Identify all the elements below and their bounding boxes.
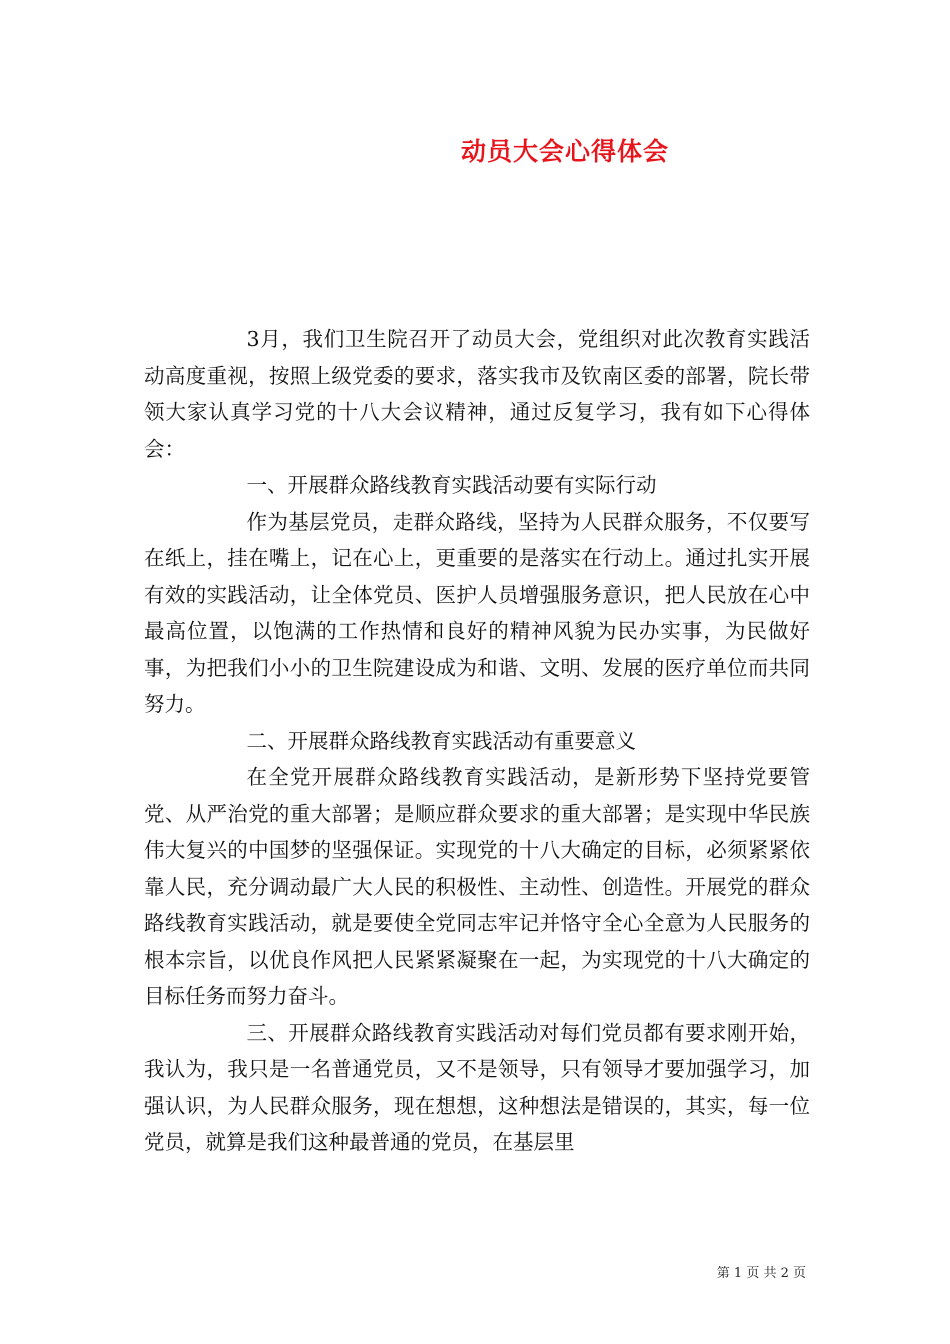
paragraph-section-2: 在全党开展群众路线教育实践活动，是新形势下坚持党要管党、从严治党的重大部署；是顺应群众要求的重大部署；是实现中华民族伟大复兴的中国梦的坚强保证。实现党的十八大确定的目标，必须紧紧依靠人民，充分调动最广大人民的积极性、主动性、创造性。开展党的群众路线教育实践活动，就是要使全党同志牢记并恪守全心全意为人民服务的根本宗旨，以优良作风把人民紧紧凝聚在一起，为实现党的十八大确定的目标任务而努力奋斗。 — [144, 765, 810, 1008]
page-number: 第 1 页 共 2 页 — [716, 1266, 806, 1281]
document-body — [144, 321, 810, 1161]
section-heading-1: 一、开展群众路线教育实践活动要有实际行动 — [246, 473, 657, 497]
section-heading-2: 二、开展群众路线教育实践活动有重要意义 — [246, 728, 636, 753]
document-title: 动员大会心得体会 — [460, 137, 669, 166]
paragraph-section-1: 作为基层党员，走群众路线，坚持为人民群众服务，不仅要写在纸上，挂在嘴上，记在心上，更重要的是落实在行动上。通过扎实开展有效的实践活动，让全体党员、医护人员增强服务意识，把人民放在心中最高位置，以饱满的工作热情和良好的精神风貌为民办实事，为民做好事，为把我们小小的卫生院建设成为和谐、文明、发展的医疗单位而共同努力。 — [144, 509, 810, 716]
section-heading-3: 三、开展群众路线教育实践活动对每们党员都有要求刚开始，我认为，我只是一名普通党员，又不是领导，只有领导才要加强学习，加强认识，为人民群众服务，现在想想，这种想法是错误的，其实，每一位党员，就算是我们这种最普通的党员，在基层里 — [144, 1020, 810, 1154]
paragraph-intro: 3月，我们卫生院召开了动员大会，党组织对此次教育实践活动高度重视，按照上级党委的要求，落实我市及钦南区委的部署，院长带领大家认真学习党的十八大会议精神，通过反复学习，我有如下心得体会： — [144, 327, 810, 461]
